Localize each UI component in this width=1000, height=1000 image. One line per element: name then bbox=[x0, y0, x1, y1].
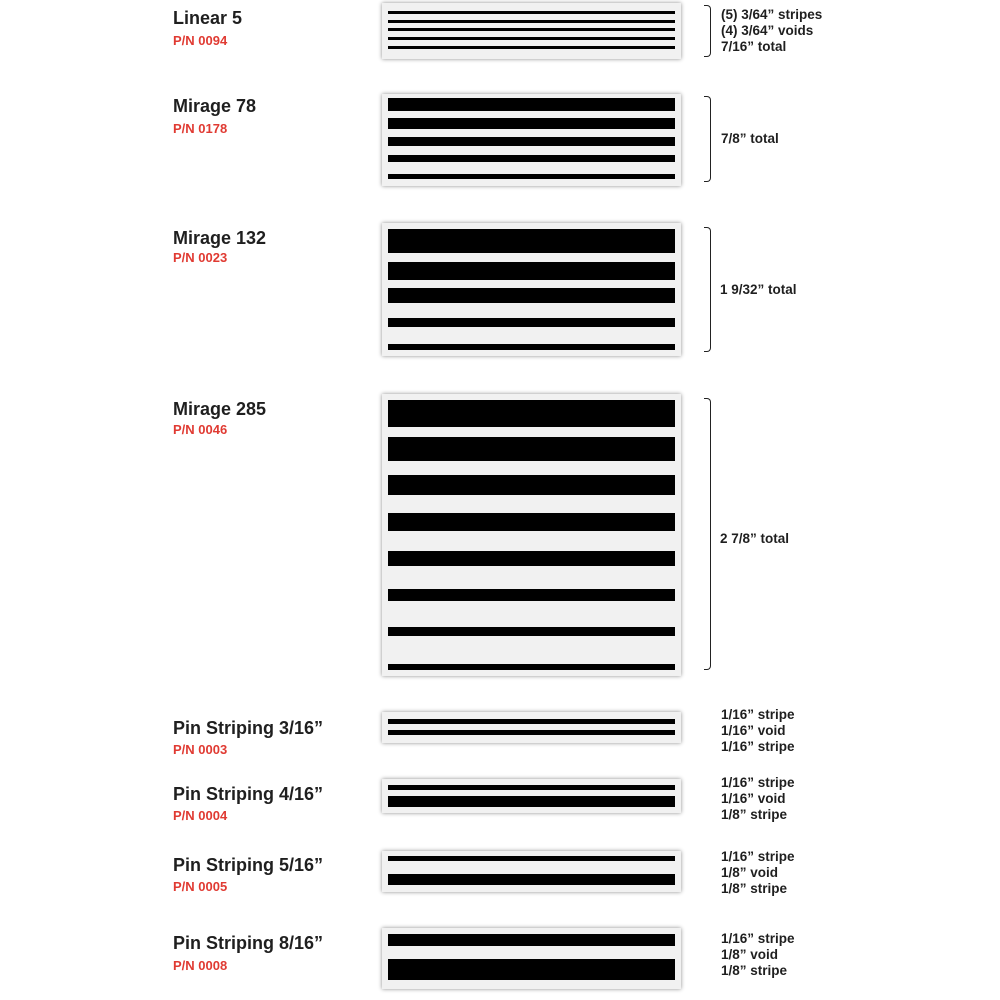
stripe-6 bbox=[388, 589, 675, 601]
spec-line: 2 7/8” total bbox=[720, 531, 790, 546]
stripe-2 bbox=[388, 730, 675, 735]
part-number: P/N 0023 bbox=[173, 250, 228, 265]
spec-line: 1/8” void bbox=[721, 947, 779, 962]
product-name: Linear 5 bbox=[173, 8, 243, 28]
spec-line: (5) 3/64” stripes bbox=[721, 7, 823, 22]
dimension-bracket bbox=[704, 398, 711, 670]
stripe-1 bbox=[388, 785, 675, 790]
spec-line: 7/8” total bbox=[721, 131, 779, 146]
part-number: P/N 0178 bbox=[173, 121, 228, 136]
stripe-1 bbox=[388, 11, 675, 14]
spec-line: 1/8” stripe bbox=[721, 963, 788, 978]
dimension-bracket bbox=[704, 96, 711, 182]
stripe-4 bbox=[388, 318, 675, 327]
stripe-2 bbox=[388, 20, 675, 23]
spec-line: 1/8” void bbox=[721, 865, 779, 880]
stripe-5 bbox=[388, 46, 675, 49]
stripe-3 bbox=[388, 475, 675, 495]
stripe-1 bbox=[388, 856, 675, 861]
stripe-sample bbox=[382, 3, 681, 59]
stripe-2 bbox=[388, 118, 675, 129]
spec-line: 1/16” stripe bbox=[721, 775, 795, 790]
spec-line: 1/16” stripe bbox=[721, 707, 795, 722]
dimension-bracket bbox=[704, 5, 711, 57]
stripe-7 bbox=[388, 627, 675, 636]
spec-line: 1/16” stripe bbox=[721, 931, 795, 946]
spec-line: (4) 3/64” voids bbox=[721, 23, 814, 38]
stripe-3 bbox=[388, 137, 675, 146]
part-number: P/N 0008 bbox=[173, 958, 228, 973]
stripe-5 bbox=[388, 551, 675, 566]
stripe-4 bbox=[388, 37, 675, 40]
part-number: P/N 0005 bbox=[173, 879, 228, 894]
stripe-sample bbox=[382, 851, 681, 892]
product-name: Pin Striping 5/16” bbox=[173, 855, 324, 875]
stripe-5 bbox=[388, 344, 675, 350]
spec-line: 1/16” void bbox=[721, 723, 786, 738]
stripe-sample bbox=[382, 712, 681, 743]
stripe-8 bbox=[388, 664, 675, 670]
stripe-3 bbox=[388, 28, 675, 31]
part-number: P/N 0004 bbox=[173, 808, 228, 823]
stripe-2 bbox=[388, 959, 675, 980]
spec-line: 1/16” stripe bbox=[721, 849, 795, 864]
stripe-1 bbox=[388, 719, 675, 724]
stripe-2 bbox=[388, 262, 675, 280]
stripe-sample bbox=[382, 94, 681, 186]
stripe-sample bbox=[382, 223, 681, 356]
part-number: P/N 0046 bbox=[173, 422, 228, 437]
product-name: Pin Striping 3/16” bbox=[173, 718, 324, 738]
product-name: Mirage 132 bbox=[173, 228, 267, 248]
stripe-1 bbox=[388, 400, 675, 427]
stripe-sample bbox=[382, 779, 681, 813]
dimension-bracket bbox=[704, 227, 711, 352]
product-name: Mirage 78 bbox=[173, 96, 257, 116]
spec-line: 1/8” stripe bbox=[721, 881, 788, 896]
spec-line: 1/16” stripe bbox=[721, 739, 795, 754]
stripe-4 bbox=[388, 513, 675, 531]
stripe-sample bbox=[382, 394, 681, 676]
stripe-2 bbox=[388, 874, 675, 885]
spec-line: 1/16” void bbox=[721, 791, 786, 806]
stripe-2 bbox=[388, 437, 675, 461]
stripe-sample bbox=[382, 928, 681, 989]
product-name: Pin Striping 8/16” bbox=[173, 933, 324, 953]
stripe-1 bbox=[388, 98, 675, 111]
product-name: Pin Striping 4/16” bbox=[173, 784, 324, 804]
stripe-1 bbox=[388, 229, 675, 253]
stripe-1 bbox=[388, 934, 675, 946]
stripe-4 bbox=[388, 155, 675, 162]
product-name: Mirage 285 bbox=[173, 399, 267, 419]
part-number: P/N 0094 bbox=[173, 33, 228, 48]
spec-line: 7/16” total bbox=[721, 39, 787, 54]
stripe-5 bbox=[388, 174, 675, 179]
stripe-2 bbox=[388, 796, 675, 807]
stripe-3 bbox=[388, 288, 675, 303]
spec-line: 1/8” stripe bbox=[721, 807, 788, 822]
part-number: P/N 0003 bbox=[173, 742, 228, 757]
spec-line: 1 9/32” total bbox=[720, 282, 797, 297]
